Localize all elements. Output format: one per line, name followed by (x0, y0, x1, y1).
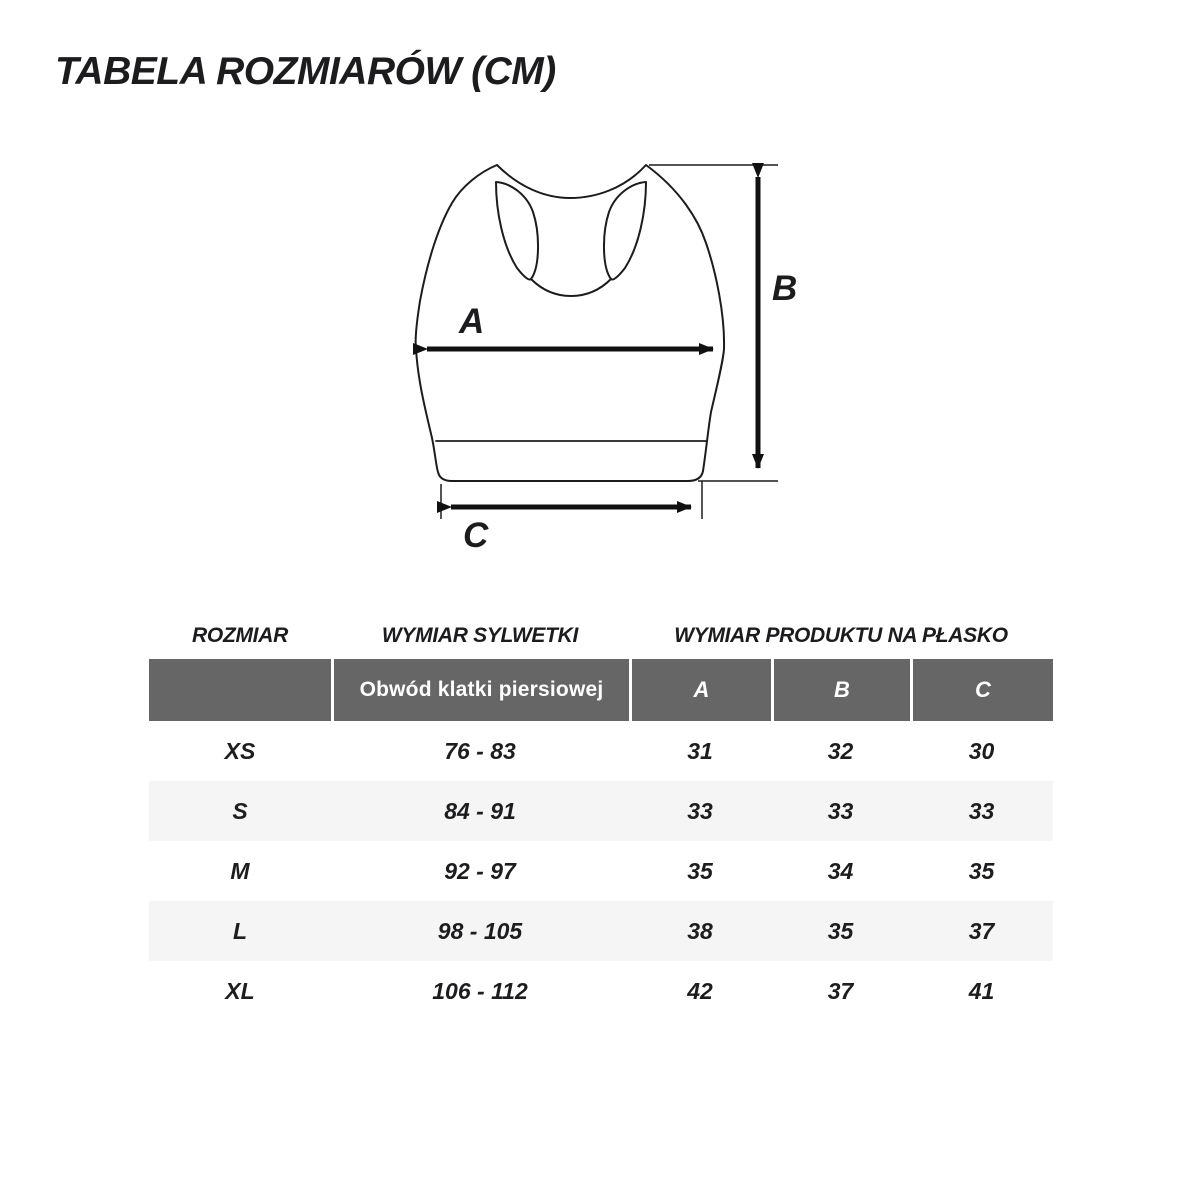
header-cell-b: B (771, 659, 910, 721)
size-cell: XS (149, 721, 331, 781)
size-cell: M (149, 841, 331, 901)
value-cell: 35 (629, 841, 771, 901)
value-cell: 31 (629, 721, 771, 781)
value-cell: 41 (910, 961, 1053, 1021)
dimension-label-a: A (459, 302, 485, 341)
group-header-rozmiar: ROZMIAR (192, 623, 288, 647)
value-cell: 30 (910, 721, 1053, 781)
value-cell: 98 - 105 (331, 901, 629, 961)
dimension-label-b: B (772, 269, 798, 308)
value-cell: 33 (910, 781, 1053, 841)
value-cell: 42 (629, 961, 771, 1021)
value-cell: 32 (771, 721, 910, 781)
header-cell-size (149, 659, 331, 721)
value-cell: 37 (910, 901, 1053, 961)
size-cell: XL (149, 961, 331, 1021)
header-cell-chest: Obwód klatki piersiowej (331, 659, 629, 721)
value-cell: 92 - 97 (331, 841, 629, 901)
value-cell: 38 (629, 901, 771, 961)
value-cell: 84 - 91 (331, 781, 629, 841)
racerback-curve (531, 279, 611, 296)
group-header-wymiar-produktu: WYMIAR PRODUKTU NA PŁASKO (674, 623, 1008, 647)
size-cell: L (149, 901, 331, 961)
header-cell-c: C (910, 659, 1053, 721)
value-cell: 35 (771, 901, 910, 961)
dimension-label-c: C (463, 516, 489, 555)
size-cell: S (149, 781, 331, 841)
value-cell: 33 (629, 781, 771, 841)
value-cell: 37 (771, 961, 910, 1021)
table-group-headers (149, 612, 1053, 659)
value-cell: 106 - 112 (331, 961, 629, 1021)
group-header-wymiar-sylwetki: WYMIAR SYLWETKI (381, 623, 579, 647)
header-cell-a: A (629, 659, 771, 721)
product-diagram (380, 140, 830, 590)
size-table-grid (149, 659, 1053, 1021)
value-cell: 33 (771, 781, 910, 841)
size-table (149, 612, 1053, 1021)
value-cell: 34 (771, 841, 910, 901)
right-armhole (604, 182, 646, 280)
left-armhole (496, 182, 538, 280)
value-cell: 76 - 83 (331, 721, 629, 781)
page-title: TABELA ROZMIARÓW (CM) (55, 50, 556, 93)
value-cell: 35 (910, 841, 1053, 901)
